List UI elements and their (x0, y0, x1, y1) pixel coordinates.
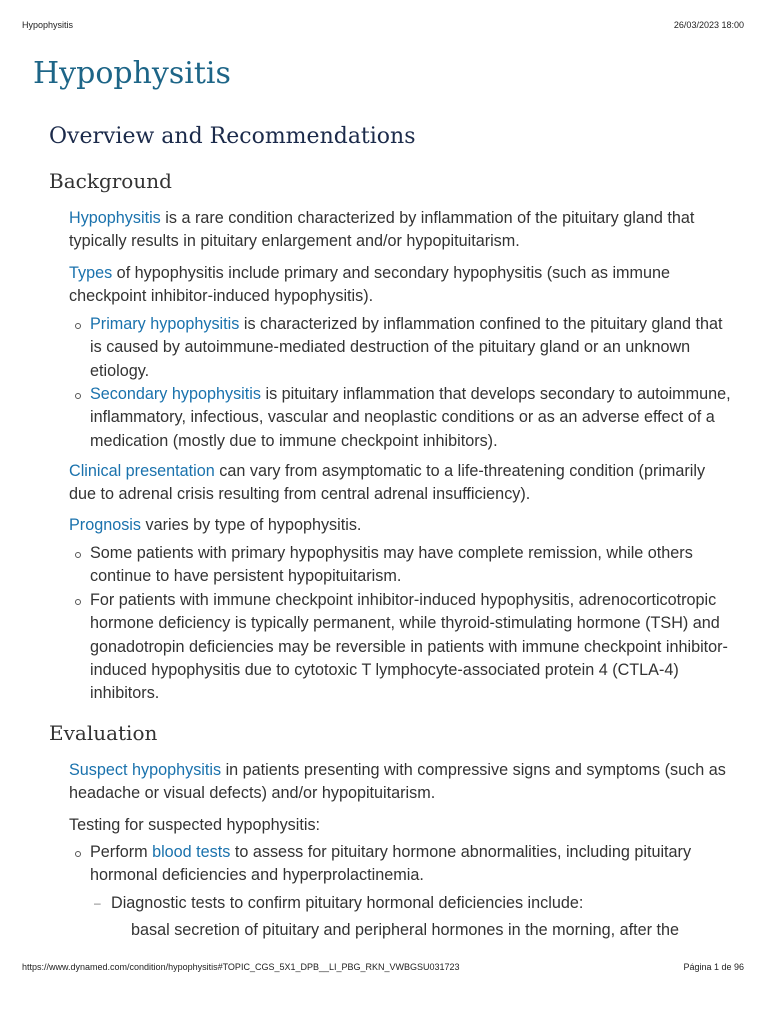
paragraph-text: varies by type of hypophysitis. (140, 516, 362, 534)
list-item-text: is characterized by inflammation confined to the pituitary gland that is caused by autoimmune-mediated destruction of the pituitary gland or an unknown etiology. (90, 315, 723, 380)
list-item (90, 841, 735, 888)
sub-list-item: – Diagnostic tests to confirm pituitary hormonal deficiencies include: (111, 892, 731, 915)
page-title: Hypophysitis (33, 56, 231, 91)
clinical-presentation-link[interactable]: Clinical presentation (69, 462, 215, 480)
clinical-presentation-paragraph (69, 460, 734, 507)
list-item (90, 313, 735, 383)
sub-sub-list-item: basal secretion of pituitary and peripheral hormones in the morning, after the (131, 921, 679, 939)
list-item-text: Perform (90, 843, 153, 861)
paragraph-text: of hypophysitis include primary and secondary hypophysitis (such as immune checkpoint inhibitor-induced hypophysitis). (69, 264, 671, 306)
primary-hypophysitis-link[interactable]: Primary hypophysitis (90, 315, 240, 333)
paragraph-text: is a rare condition characterized by inflammation of the pituitary gland that typically results in pituitary enlargement and/or hypopituitarism. (69, 209, 695, 251)
list-item: Some patients with primary hypophysitis may have complete remission, while others continue to have persistent hypopituitarism. (90, 542, 735, 589)
types-paragraph (69, 262, 734, 309)
header-title: Hypophysitis (22, 20, 74, 30)
suspect-hypophysitis-link[interactable]: Suspect hypophysitis (69, 761, 222, 779)
secondary-hypophysitis-link[interactable]: Secondary hypophysitis (90, 385, 261, 403)
types-link[interactable]: Types (69, 264, 113, 282)
list-item-text: to assess for pituitary hormone abnormalities, including pituitary hormonal deficiencies and hyperprolactinemia. (90, 843, 692, 885)
section-heading: Overview and Recommendations (49, 124, 416, 149)
paragraph-text: in patients presenting with compressive signs and symptoms (such as headache or visual defects) and/or hypopituitarism. (69, 761, 726, 803)
suspect-paragraph (69, 759, 734, 806)
hypophysitis-link[interactable]: Hypophysitis (69, 209, 161, 227)
footer-url: https://www.dynamed.com/condition/hypophysitis#TOPIC_CGS_5X1_DPB__LI_PBG_RKN_VWBGSU031723 (22, 962, 460, 972)
background-heading: Background (49, 169, 172, 193)
evaluation-heading: Evaluation (49, 721, 158, 745)
testing-paragraph: Testing for suspected hypophysitis: (69, 816, 321, 834)
list-item: For patients with immune checkpoint inhibitor-induced hypophysitis, adrenocorticotropic hormone deficiency is typically permanent, while thyroid-stimulating hormone (TSH) and gonadotropin deficiencies may be reversible in patients with immune checkpoint inhibitor-induced hypophysitis due to cytotoxic T lymphocyte-associated protein 4 (CTLA-4) inhibitors. (90, 589, 735, 705)
prognosis-paragraph (69, 514, 734, 537)
list-item-text: is pituitary inflammation that develops secondary to autoimmune, inflammatory, infectious, vascular and neoplastic conditions or as an adverse effect of a medication (mostly due to immune checkpoint inhibitors). (90, 385, 731, 450)
paragraph-text: can vary from asymptomatic to a life-threatening condition (primarily due to adrenal crisis resulting from central adrenal insufficiency). (69, 462, 706, 504)
footer-page-number: Página 1 de 96 (683, 962, 744, 972)
list-item (90, 383, 735, 453)
background-paragraph (69, 207, 734, 254)
header-datetime: 26/03/2023 18:00 (673, 20, 744, 30)
blood-tests-link[interactable]: blood tests (152, 843, 231, 861)
prognosis-link[interactable]: Prognosis (69, 516, 141, 534)
